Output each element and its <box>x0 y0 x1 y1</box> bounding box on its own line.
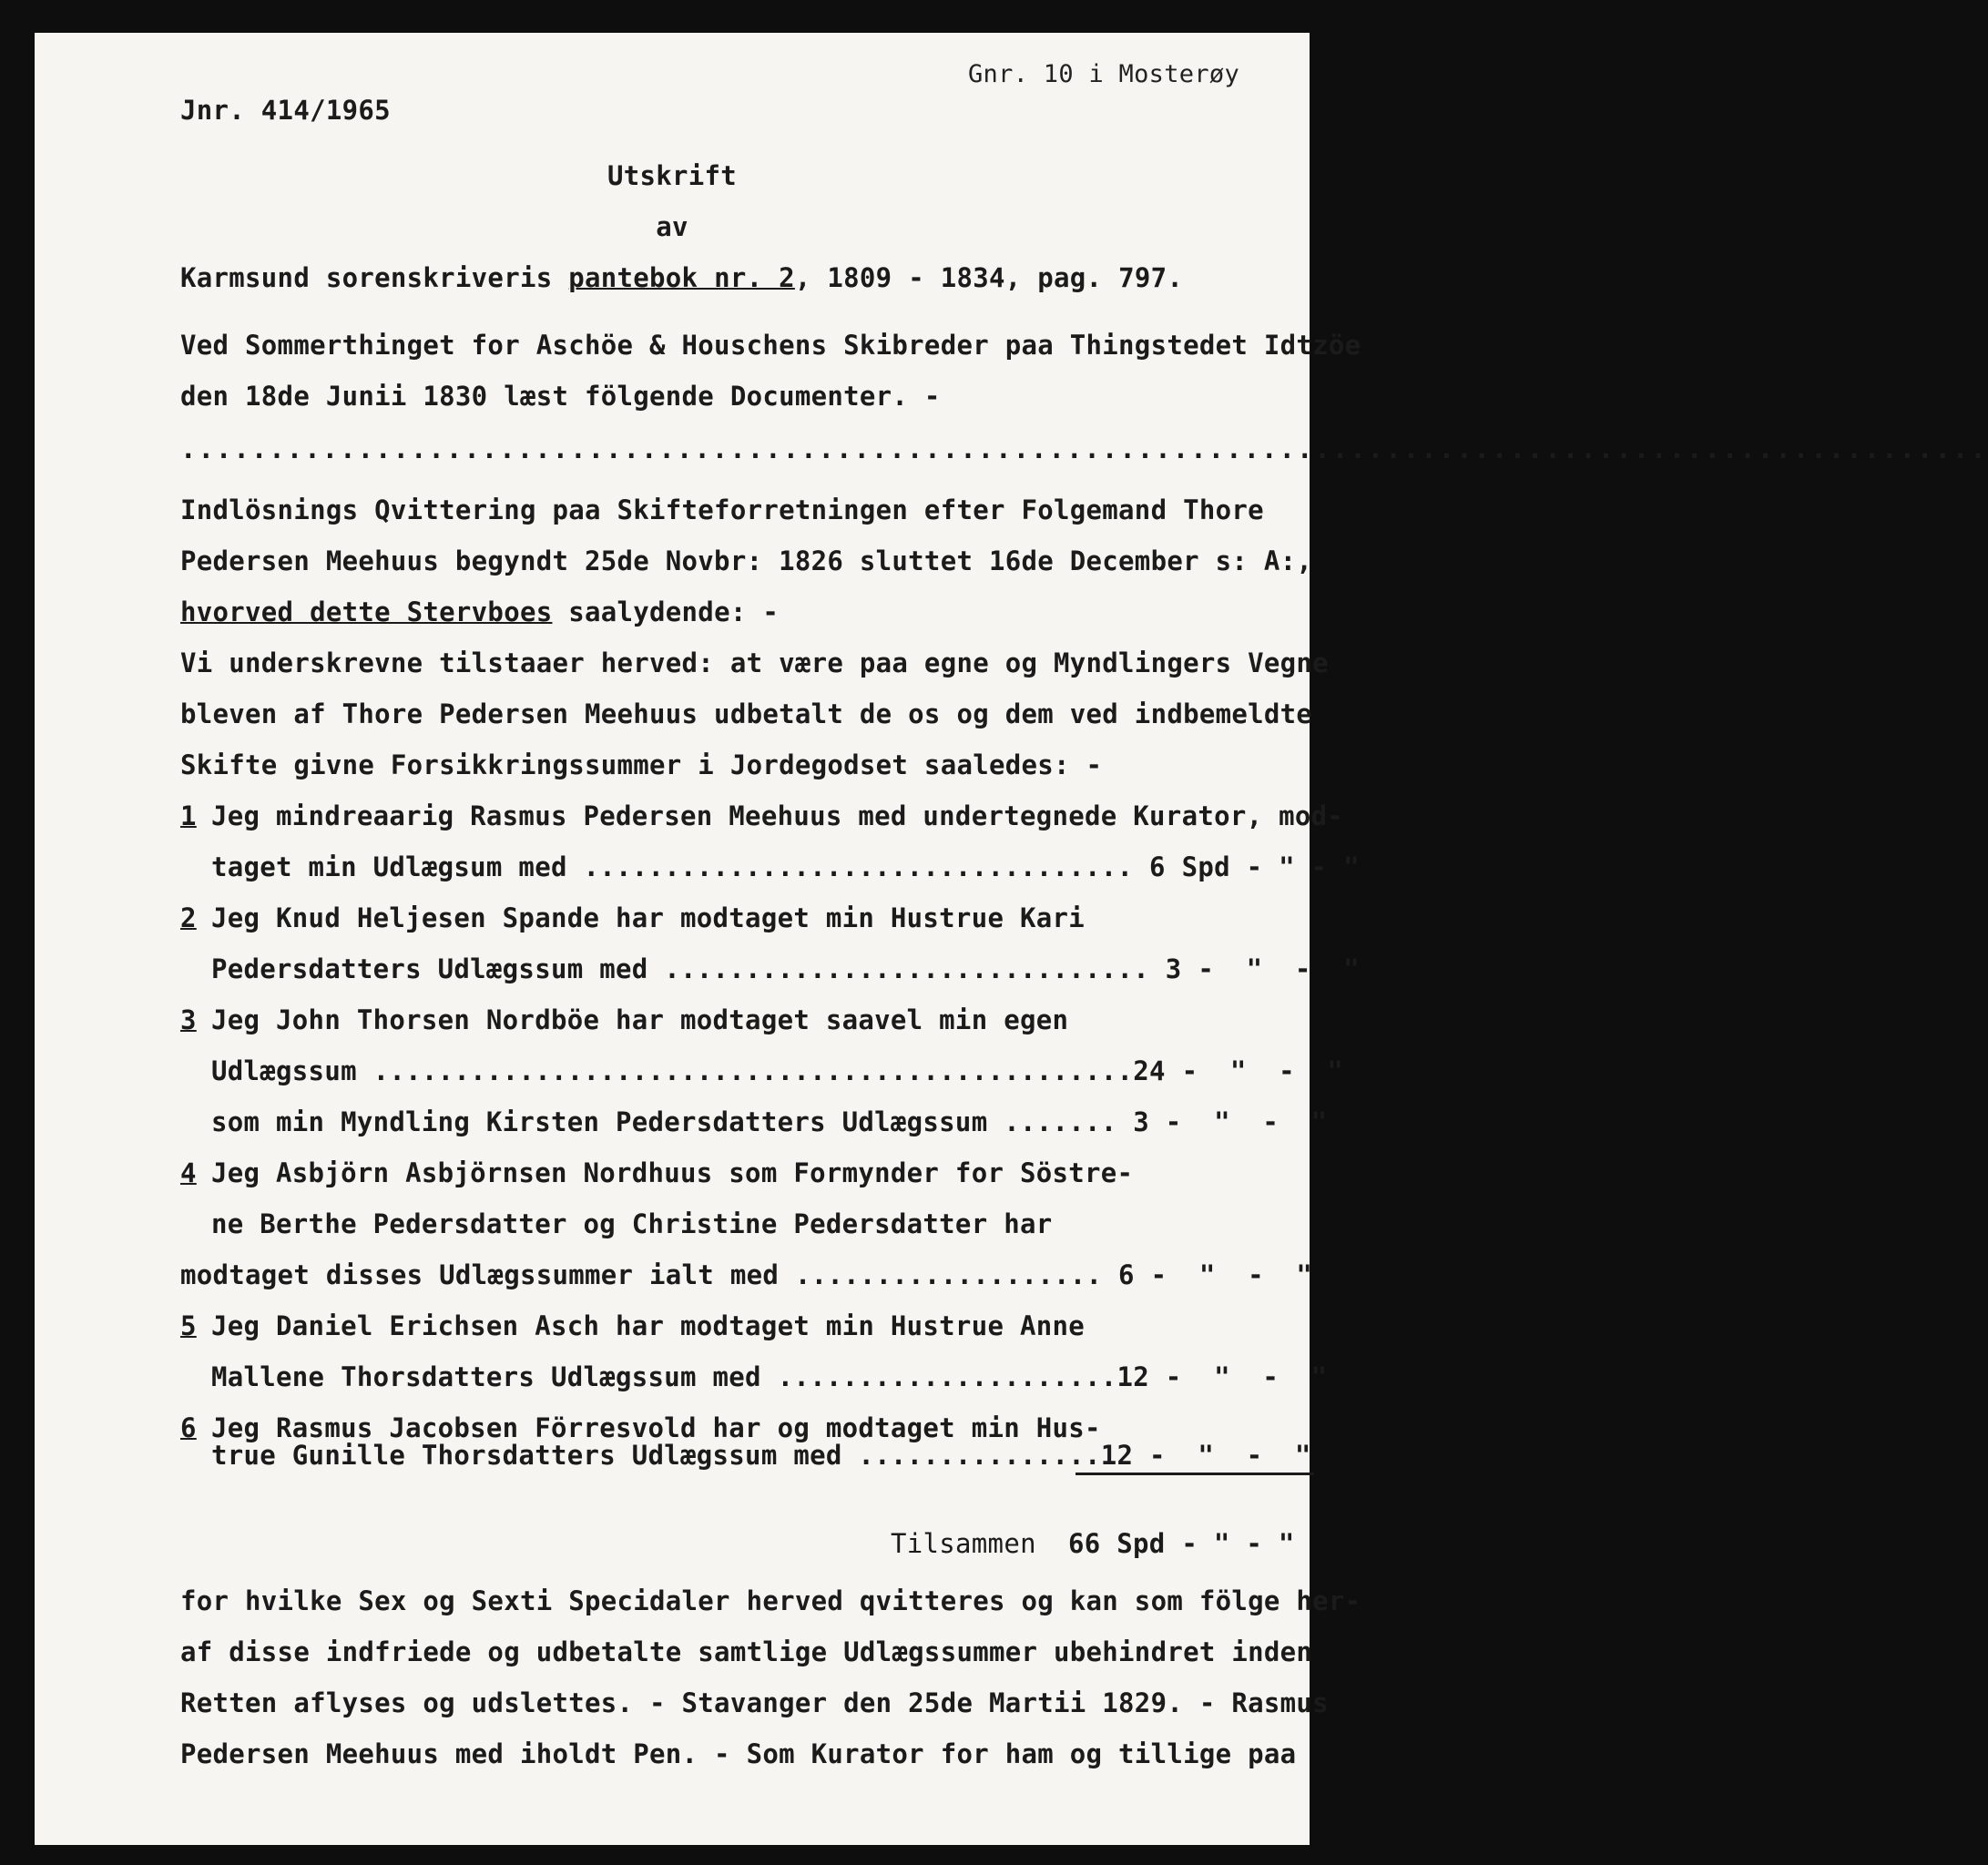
entry-2-number: 2 <box>180 902 197 933</box>
intro-line-2: den 18de Junii 1830 læst fölgende Documenter. - <box>180 381 941 412</box>
entry-5-line-2: Mallene Thorsdatters Udlægssum med .....................12 - " - " <box>211 1361 1328 1392</box>
entry-5-text: Jeg Daniel Erichsen Asch har modtaget min Hustrue Anne <box>211 1310 1086 1341</box>
entry-4-text: Jeg Asbjörn Asbjörnsen Nordhuus som Formynder for Söstre- <box>211 1157 1134 1188</box>
entry-1-number: 1 <box>180 800 197 831</box>
body-p2-line-3: Skifte givne Forsikkringssummer i Jordegodset saaledes: - <box>180 749 1103 780</box>
entry-4-number: 4 <box>180 1157 197 1188</box>
dotted-separator: ...................................................................................................... <box>180 433 1988 464</box>
sum-underline <box>1076 1473 1314 1475</box>
document-page <box>35 33 1988 1845</box>
closing-line-2: af disse indfriede og udbetalte samtlige Udlægssummer ubehindret inden <box>180 1636 1313 1667</box>
entry-6-line-2: true Gunille Thorsdatters Udlægssum med ...............12 - " - " <box>211 1440 1311 1471</box>
source-line <box>180 262 1183 293</box>
source-underlined: pantebok nr. 2 <box>568 262 795 293</box>
entry-1-line-2: taget min Udlægsum med .................................. 6 Spd - " - " <box>211 851 1360 882</box>
entry-1-line-1 <box>180 800 1343 831</box>
transcript <box>35 33 1988 1845</box>
entry-3-line-3: som min Myndling Kirsten Pedersdatters Udlægssum ....... 3 - " - " <box>211 1106 1328 1137</box>
total-label: Tilsammen <box>891 1528 1036 1559</box>
entry-3-line-1 <box>180 1004 1068 1035</box>
title-utskrift: Utskrift <box>607 160 738 191</box>
entry-2-line-2: Pedersdatters Udlægssum med .............................. 3 - " - " <box>211 953 1360 984</box>
body-p2-line-2: bleven af Thore Pedersen Meehuus udbetalt de os og dem ved indbemeldte <box>180 698 1313 729</box>
underlined-phrase: hvorved dette Stervboes <box>180 596 553 627</box>
closing-line-1: for hvilke Sex og Sexti Specidaler herved qvitteres og kan som fölge her- <box>180 1585 1361 1616</box>
body-p1-line-1: Indlösnings Qvittering paa Skifteforretningen efter Folgemand Thore <box>180 494 1264 525</box>
total-amount: 66 Spd - " - " <box>1068 1528 1295 1559</box>
source-prefix: Karmsund sorenskriveris <box>180 262 569 293</box>
entry-6-number: 6 <box>180 1412 197 1443</box>
entry-4-line-2: ne Berthe Pedersdatter og Christine Pedersdatter har <box>211 1208 1053 1239</box>
entry-3-text: Jeg John Thorsen Nordböe har modtaget saavel min egen <box>211 1004 1069 1035</box>
entry-3-number: 3 <box>180 1004 197 1035</box>
body-p1-line-3-rest: saalydende: - <box>552 596 780 627</box>
entry-5-line-1 <box>180 1310 1085 1341</box>
title-av: av <box>656 211 688 242</box>
entry-2-text: Jeg Knud Heljesen Spande har modtaget min Hustrue Kari <box>211 902 1086 933</box>
source-suffix: , 1809 - 1834, pag. 797. <box>794 262 1184 293</box>
entry-1-text: Jeg mindreaarig Rasmus Pedersen Meehuus med undertegnede Kurator, mod- <box>211 800 1344 831</box>
closing-line-4: Pedersen Meehuus med iholdt Pen. - Som Kurator for ham og tillige paa <box>180 1738 1297 1769</box>
entry-6-line-1 <box>180 1412 1101 1443</box>
entry-4-line-3: modtaget disses Udlægssummer ialt med ................... 6 - " - " <box>180 1259 1313 1290</box>
farm-reference: Gnr. 10 i Mosterøy <box>968 60 1239 88</box>
journal-number: Jnr. 414/1965 <box>180 95 391 126</box>
entry-3-line-2: Udlægssum ...............................................24 - " - " <box>211 1055 1344 1086</box>
entry-2-line-1 <box>180 902 1085 933</box>
closing-line-3: Retten aflyses og udslettes. - Stavanger den 25de Martii 1829. - Rasmus <box>180 1687 1329 1718</box>
body-p2-line-1: Vi underskrevne tilstaaer herved: at være paa egne og Myndlingers Vegne <box>180 647 1329 678</box>
entry-6-text: Jeg Rasmus Jacobsen Förresvold har og modtaget min Hus- <box>211 1412 1101 1443</box>
body-p1-line-3 <box>180 596 779 627</box>
entry-4-line-1 <box>180 1157 1133 1188</box>
entry-5-number: 5 <box>180 1310 197 1341</box>
intro-line-1: Ved Sommerthinget for Aschöe & Houschens Skibreder paa Thingstedet Idtzöe <box>180 330 1361 361</box>
body-p1-line-2: Pedersen Meehuus begyndt 25de Novbr: 1826 sluttet 16de December s: A:, <box>180 545 1313 576</box>
